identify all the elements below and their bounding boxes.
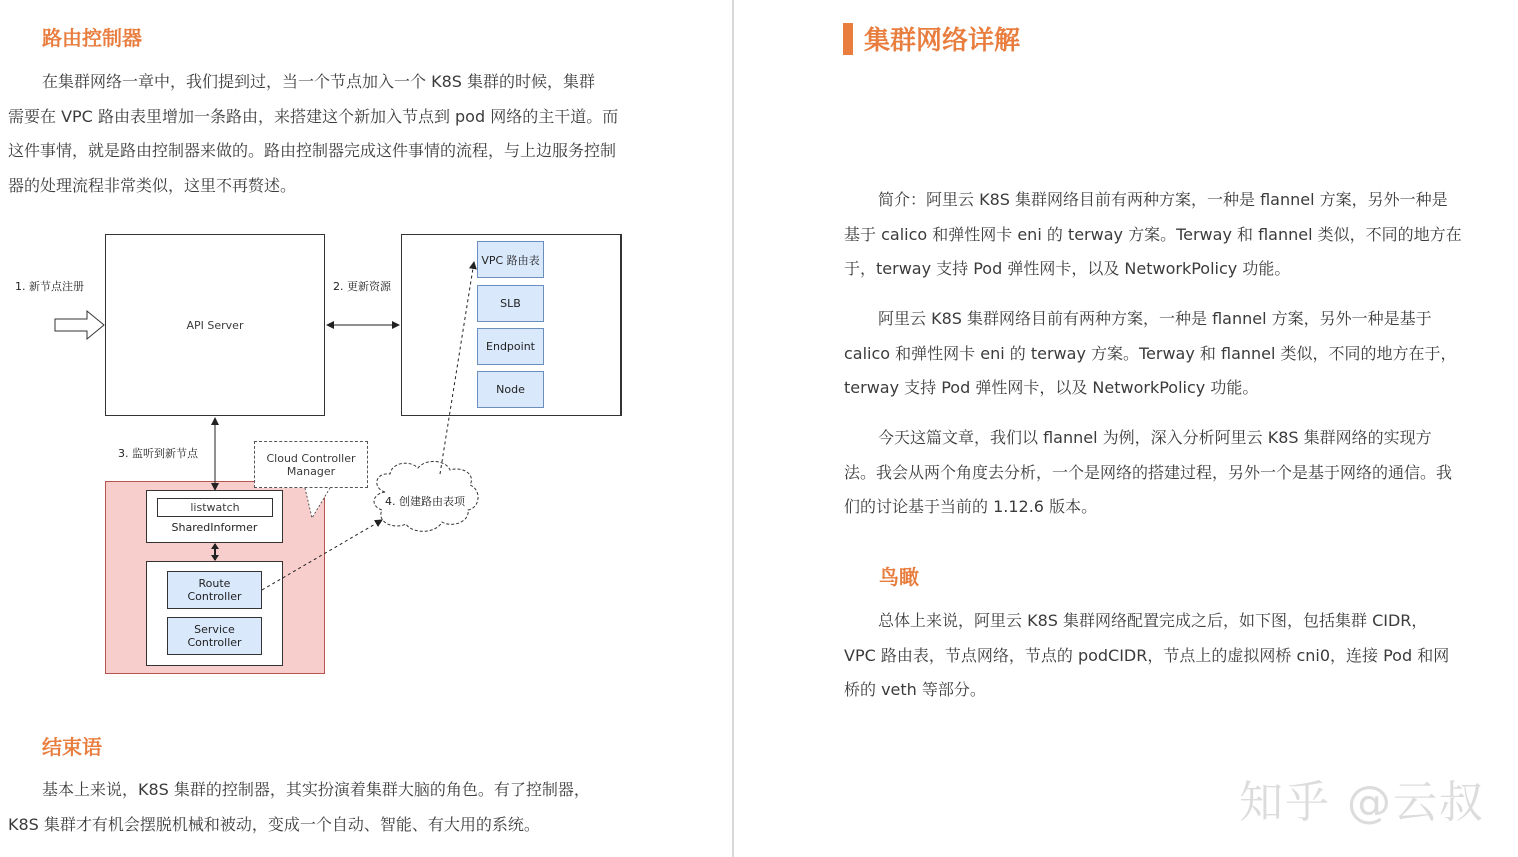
ccm-callout — [254, 441, 368, 488]
overview-first-line: 总体上来说，阿里云 K8S 集群网络配置完成之后，如下图，包括集群 CIDR， — [878, 611, 1428, 630]
step4-label: 4. 创建路由表项 — [385, 495, 465, 508]
endpoint-box: Endpoint — [477, 328, 544, 365]
right-page — [734, 0, 1518, 857]
route-controller-line1: Route — [198, 577, 231, 590]
conclusion-rest: K8S 集群才有机会摆脱机械和被动，变成一个自动、智能、有大用的系统。 — [8, 814, 540, 834]
vpc-route-table-box: VPC 路由表 — [477, 241, 544, 278]
route-para-first-line: 在集群网络一章中，我们提到过，当一个节点加入一个 K8S 集群的时候，集群 — [42, 72, 596, 91]
zhihu-watermark: 知乎 @云叔 — [1239, 777, 1485, 828]
intro-paragraph — [844, 183, 1464, 287]
title-accent-bar — [843, 23, 853, 55]
conclusion-paragraph — [8, 773, 628, 842]
second-paragraph — [844, 302, 1464, 406]
intro-first-line: 简介：阿里云 K8S 集群网络目前有两种方案，一种是 flannel 方案，另外一种是 — [878, 190, 1448, 209]
overview-rest: VPC 路由表，节点网络，节点的 podCIDR，节点上的虚拟网桥 cni0，连接 Pod 和网桥的 veth 等部分。 — [844, 645, 1450, 699]
para2-first-line: 阿里云 K8S 集群网络目前有两种方案，一种是 flannel 方案，另外一种是基于 — [878, 309, 1432, 328]
route-to-cloud-arrow — [262, 520, 382, 590]
route-para-rest: 需要在 VPC 路由表里增加一条路由，来搭建这个新加入节点到 pod 网络的主干道。而这件事情，就是路由控制器来做的。路由控制器完成这件事情的流程，与上边服务控制器的处理流程非常类似，这里不再赘述。 — [8, 106, 619, 195]
chapter-title: 集群网络详解 — [864, 26, 1021, 56]
api-server-label: API Server — [186, 318, 244, 332]
service-controller-line1: Service — [194, 623, 235, 636]
route-controller-heading: 路由控制器 — [42, 26, 142, 50]
intro-rest: 基于 calico 和弹性网卡 eni 的 terway 方案。Terway 和 flannel 类似，不同的地方在于，terway 支持 Pod 弹性网卡，以及 NetworkPolicy 功能。 — [844, 224, 1462, 278]
cloud-to-vpc-arrow — [440, 262, 474, 474]
listwatch-box: listwatch — [157, 498, 273, 517]
shared-informer-label: SharedInformer — [171, 521, 258, 534]
route-controller-line2: Controller — [187, 590, 242, 603]
conclusion-heading: 结束语 — [42, 735, 102, 759]
ccm-label-line1: Cloud Controller — [266, 451, 356, 465]
overview-paragraph — [844, 604, 1464, 708]
service-controller-line2: Controller — [187, 636, 242, 649]
para2-rest: calico 和弹性网卡 eni 的 terway 方案。Terway 和 flannel 类似，不同的地方在于，terway 支持 Pod 弹性网卡，以及 NetworkPolicy 功能。 — [844, 343, 1457, 397]
ccm-label-line2: Manager — [286, 464, 336, 478]
para3-rest: 法。我会从两个角度去分析，一个是网络的搭建过程，另外一个是基于网络的通信。我们的讨论基于当前的 1.12.6 版本。 — [844, 462, 1453, 516]
slb-box: SLB — [477, 285, 544, 322]
para3-first-line: 今天这篇文章，我们以 flannel 为例，深入分析阿里云 K8S 集群网络的实现方 — [878, 428, 1432, 447]
register-arrow — [55, 311, 104, 339]
left-page — [0, 0, 732, 857]
conclusion-first-line: 基本上来说，K8S 集群的控制器，其实扮演着集群大脑的角色。有了控制器， — [42, 780, 590, 799]
step2-label: 2. 更新资源 — [333, 280, 391, 293]
diagram-connectors — [0, 0, 732, 857]
node-box: Node — [477, 371, 544, 408]
third-paragraph — [844, 421, 1464, 525]
overview-heading: 鸟瞰 — [879, 565, 919, 589]
step3-label: 3. 监听到新节点 — [118, 447, 198, 460]
step1-label: 1. 新节点注册 — [15, 280, 84, 293]
